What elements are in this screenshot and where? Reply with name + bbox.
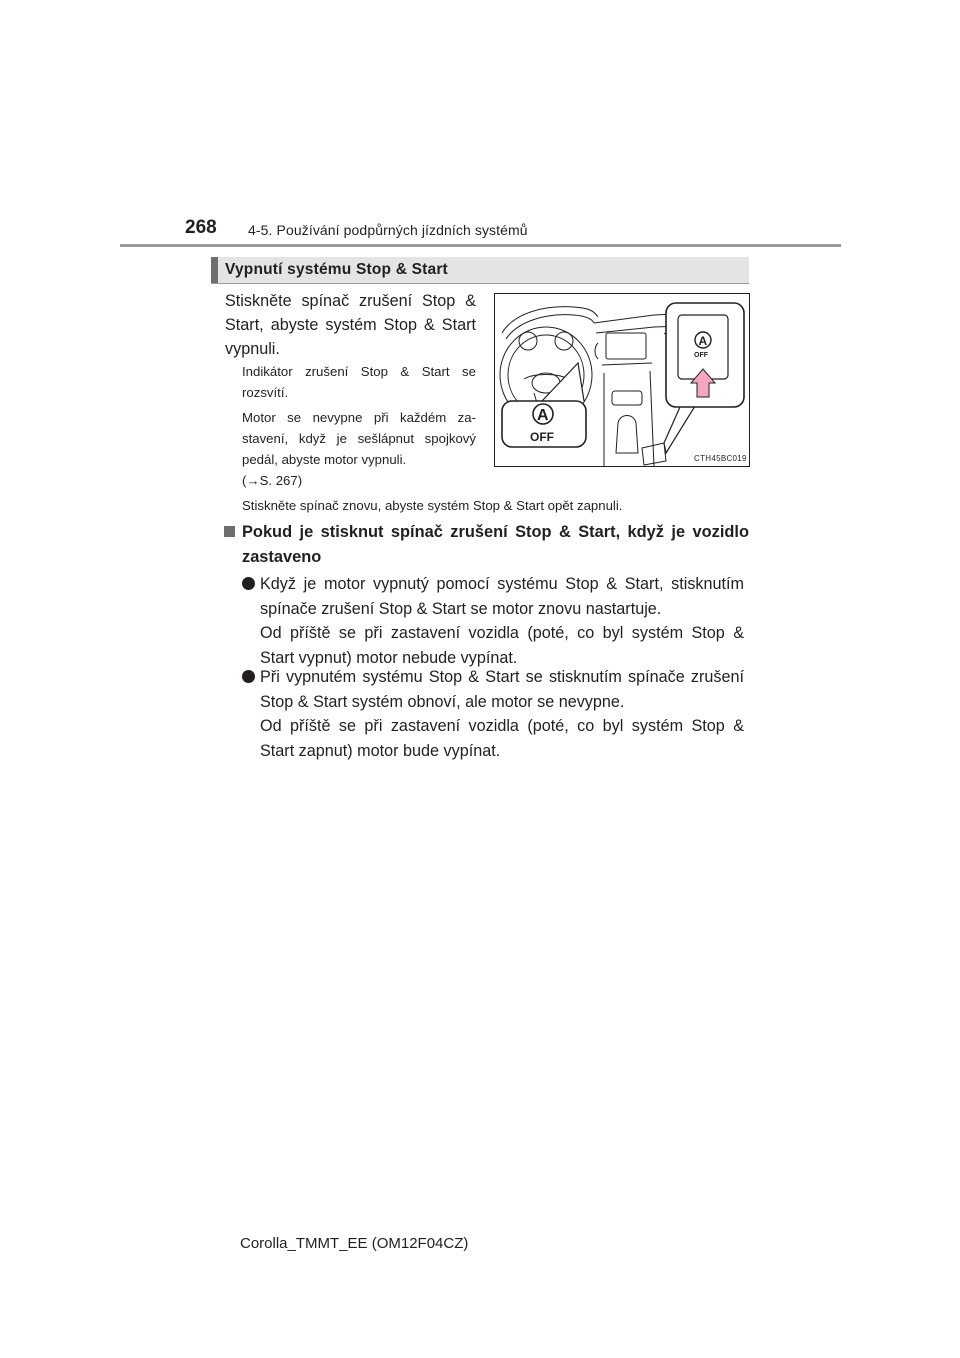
list-item-line: Start zapnut) motor bude vypínat. — [260, 741, 501, 760]
intro-line: Start, abyste systém Stop & Start — [225, 316, 476, 334]
section-title: Vypnutí systému Stop & Start — [225, 261, 448, 278]
square-bullet-icon — [224, 526, 235, 537]
note-line: pedál, abyste motor vypnuli. — [242, 452, 407, 467]
subsection-heading — [224, 520, 749, 570]
section-title-bar — [211, 257, 749, 283]
list-item — [242, 665, 744, 763]
list-item — [242, 572, 744, 670]
intro-paragraph — [225, 289, 476, 361]
dashboard-illustration — [494, 293, 750, 467]
intro-line: Stiskněte spínač zrušení Stop & — [225, 292, 476, 310]
list-item-line: Start vypnut) motor nebude vypínat. — [260, 648, 518, 667]
list-item-line: spínače zrušení Stop & Start se motor znovu nastartuje. — [260, 599, 662, 618]
list-item-line: Od příště se při zastavení vozidla (poté, co byl systém Stop & — [260, 624, 744, 642]
section-title-stripe — [211, 257, 218, 283]
note-clutch — [242, 407, 476, 491]
note-indicator — [242, 361, 476, 403]
list-item-line: Stop & Start systém obnoví, ale motor se nevypne. — [260, 692, 625, 711]
footer-document-id: Corolla_TMMT_EE (OM12F04CZ) — [240, 1235, 469, 1252]
list-item-line: Při vypnutém systému Stop & Start se stisknutím spínače zrušení — [260, 668, 744, 686]
bullet-dot-icon — [242, 577, 255, 590]
subsection-heading-line: zastaveno — [242, 548, 322, 566]
figure-code: CTH45BC019 — [694, 454, 747, 463]
note-line: stavení, když je sešlápnut spojkový — [242, 431, 476, 446]
note-line: Motor se nevypne při každém za- — [242, 410, 476, 425]
figure-icon-letter: A — [537, 407, 549, 424]
note-reenable: Stiskněte spínač znovu, abyste systém Stop & Start opět zapnuli. — [242, 498, 623, 513]
list-item-line: Od příště se při zastavení vozidla (poté, co byl systém Stop & — [260, 717, 744, 735]
bullet-dot-icon — [242, 670, 255, 683]
subsection-heading-line: Pokud je stisknut spínač zrušení Stop & Start, když je vozidlo — [242, 523, 749, 541]
page-number: 268 — [185, 217, 217, 238]
list-item-line: Když je motor vypnutý pomocí systému Stop & Start, stisknutím — [260, 575, 744, 593]
section-underline — [211, 283, 749, 284]
header-divider — [120, 244, 841, 247]
page-reference: (→S. 267) — [242, 473, 303, 488]
figure-button-label: OFF — [694, 352, 708, 359]
chapter-title: 4-5. Používání podpůrných jízdních systémů — [248, 222, 528, 238]
note-line: rozsvítí. — [242, 385, 289, 400]
figure-button-letter: A — [698, 334, 708, 348]
intro-line: vypnuli. — [225, 340, 280, 358]
note-line: Indikátor zrušení Stop & Start se — [242, 364, 476, 379]
figure-icon-label: OFF — [530, 430, 554, 444]
